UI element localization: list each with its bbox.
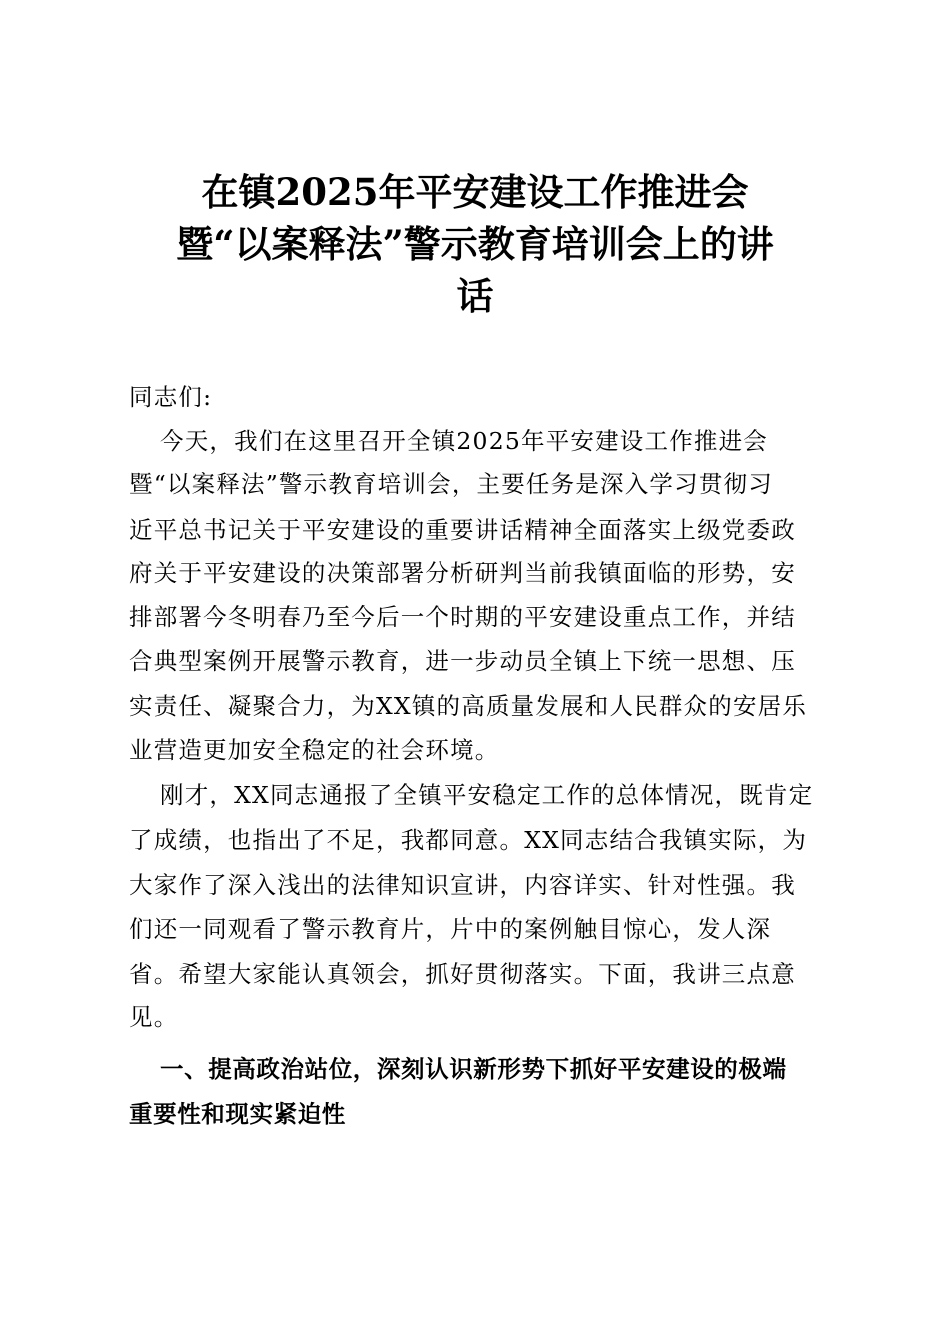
paragraph-line: 暨“以案释法”警示教育培训会，主要任务是深入学习贯彻习 — [129, 470, 773, 498]
paragraph-line: 今天，我们在这里召开全镇2025年平安建设工作推进会 — [160, 427, 769, 455]
salutation: 同志们: — [129, 383, 213, 411]
title-line-2: 暨“以案释法”警示教育培训会上的讲 — [176, 222, 774, 266]
paragraph-line: 了成绩，也指出了不足，我都同意。XX同志结合我镇实际，为 — [129, 826, 808, 854]
paragraph-line: 大家作了深入浅出的法律知识宣讲，内容详实、针对性强。我 — [129, 871, 796, 899]
paragraph-line: 见。 — [129, 1003, 179, 1031]
title-line-1: 在镇2025年平安建设工作推进会 — [201, 170, 749, 214]
paragraph-line: 们还一同观看了警示教育片，片中的案例触目惊心，发人深 — [129, 915, 772, 943]
paragraph-line: 合典型案例开展警示教育，进一步动员全镇上下统一思想、压 — [129, 647, 796, 675]
paragraph-line: 排部署今冬明春乃至今后一个时期的平安建设重点工作，并结 — [129, 603, 796, 631]
title-line-3: 话 — [456, 274, 494, 318]
paragraph-line: 业营造更加安全稳定的社会环境。 — [129, 736, 500, 764]
paragraph-line: 省。希望大家能认真领会，抓好贯彻落实。下面，我讲三点意 — [129, 960, 796, 988]
section-heading-line: 重要性和现实紧迫性 — [129, 1100, 346, 1128]
paragraph-line: 近平总书记关于平安建设的重要讲话精神全面落实上级党委政 — [129, 516, 796, 544]
paragraph-line: 实责任、凝聚合力，为XX镇的高质量发展和人民群众的安居乐 — [129, 692, 808, 720]
paragraph-line: 府关于平安建设的决策部署分析研判当前我镇面临的形势，安 — [129, 559, 796, 587]
section-heading-line: 一、提高政治站位，深刻认识新形势下抓好平安建设的极端 — [160, 1055, 787, 1083]
paragraph-line: 刚才，XX同志通报了全镇平安稳定工作的总体情况，既肯定 — [160, 781, 814, 809]
